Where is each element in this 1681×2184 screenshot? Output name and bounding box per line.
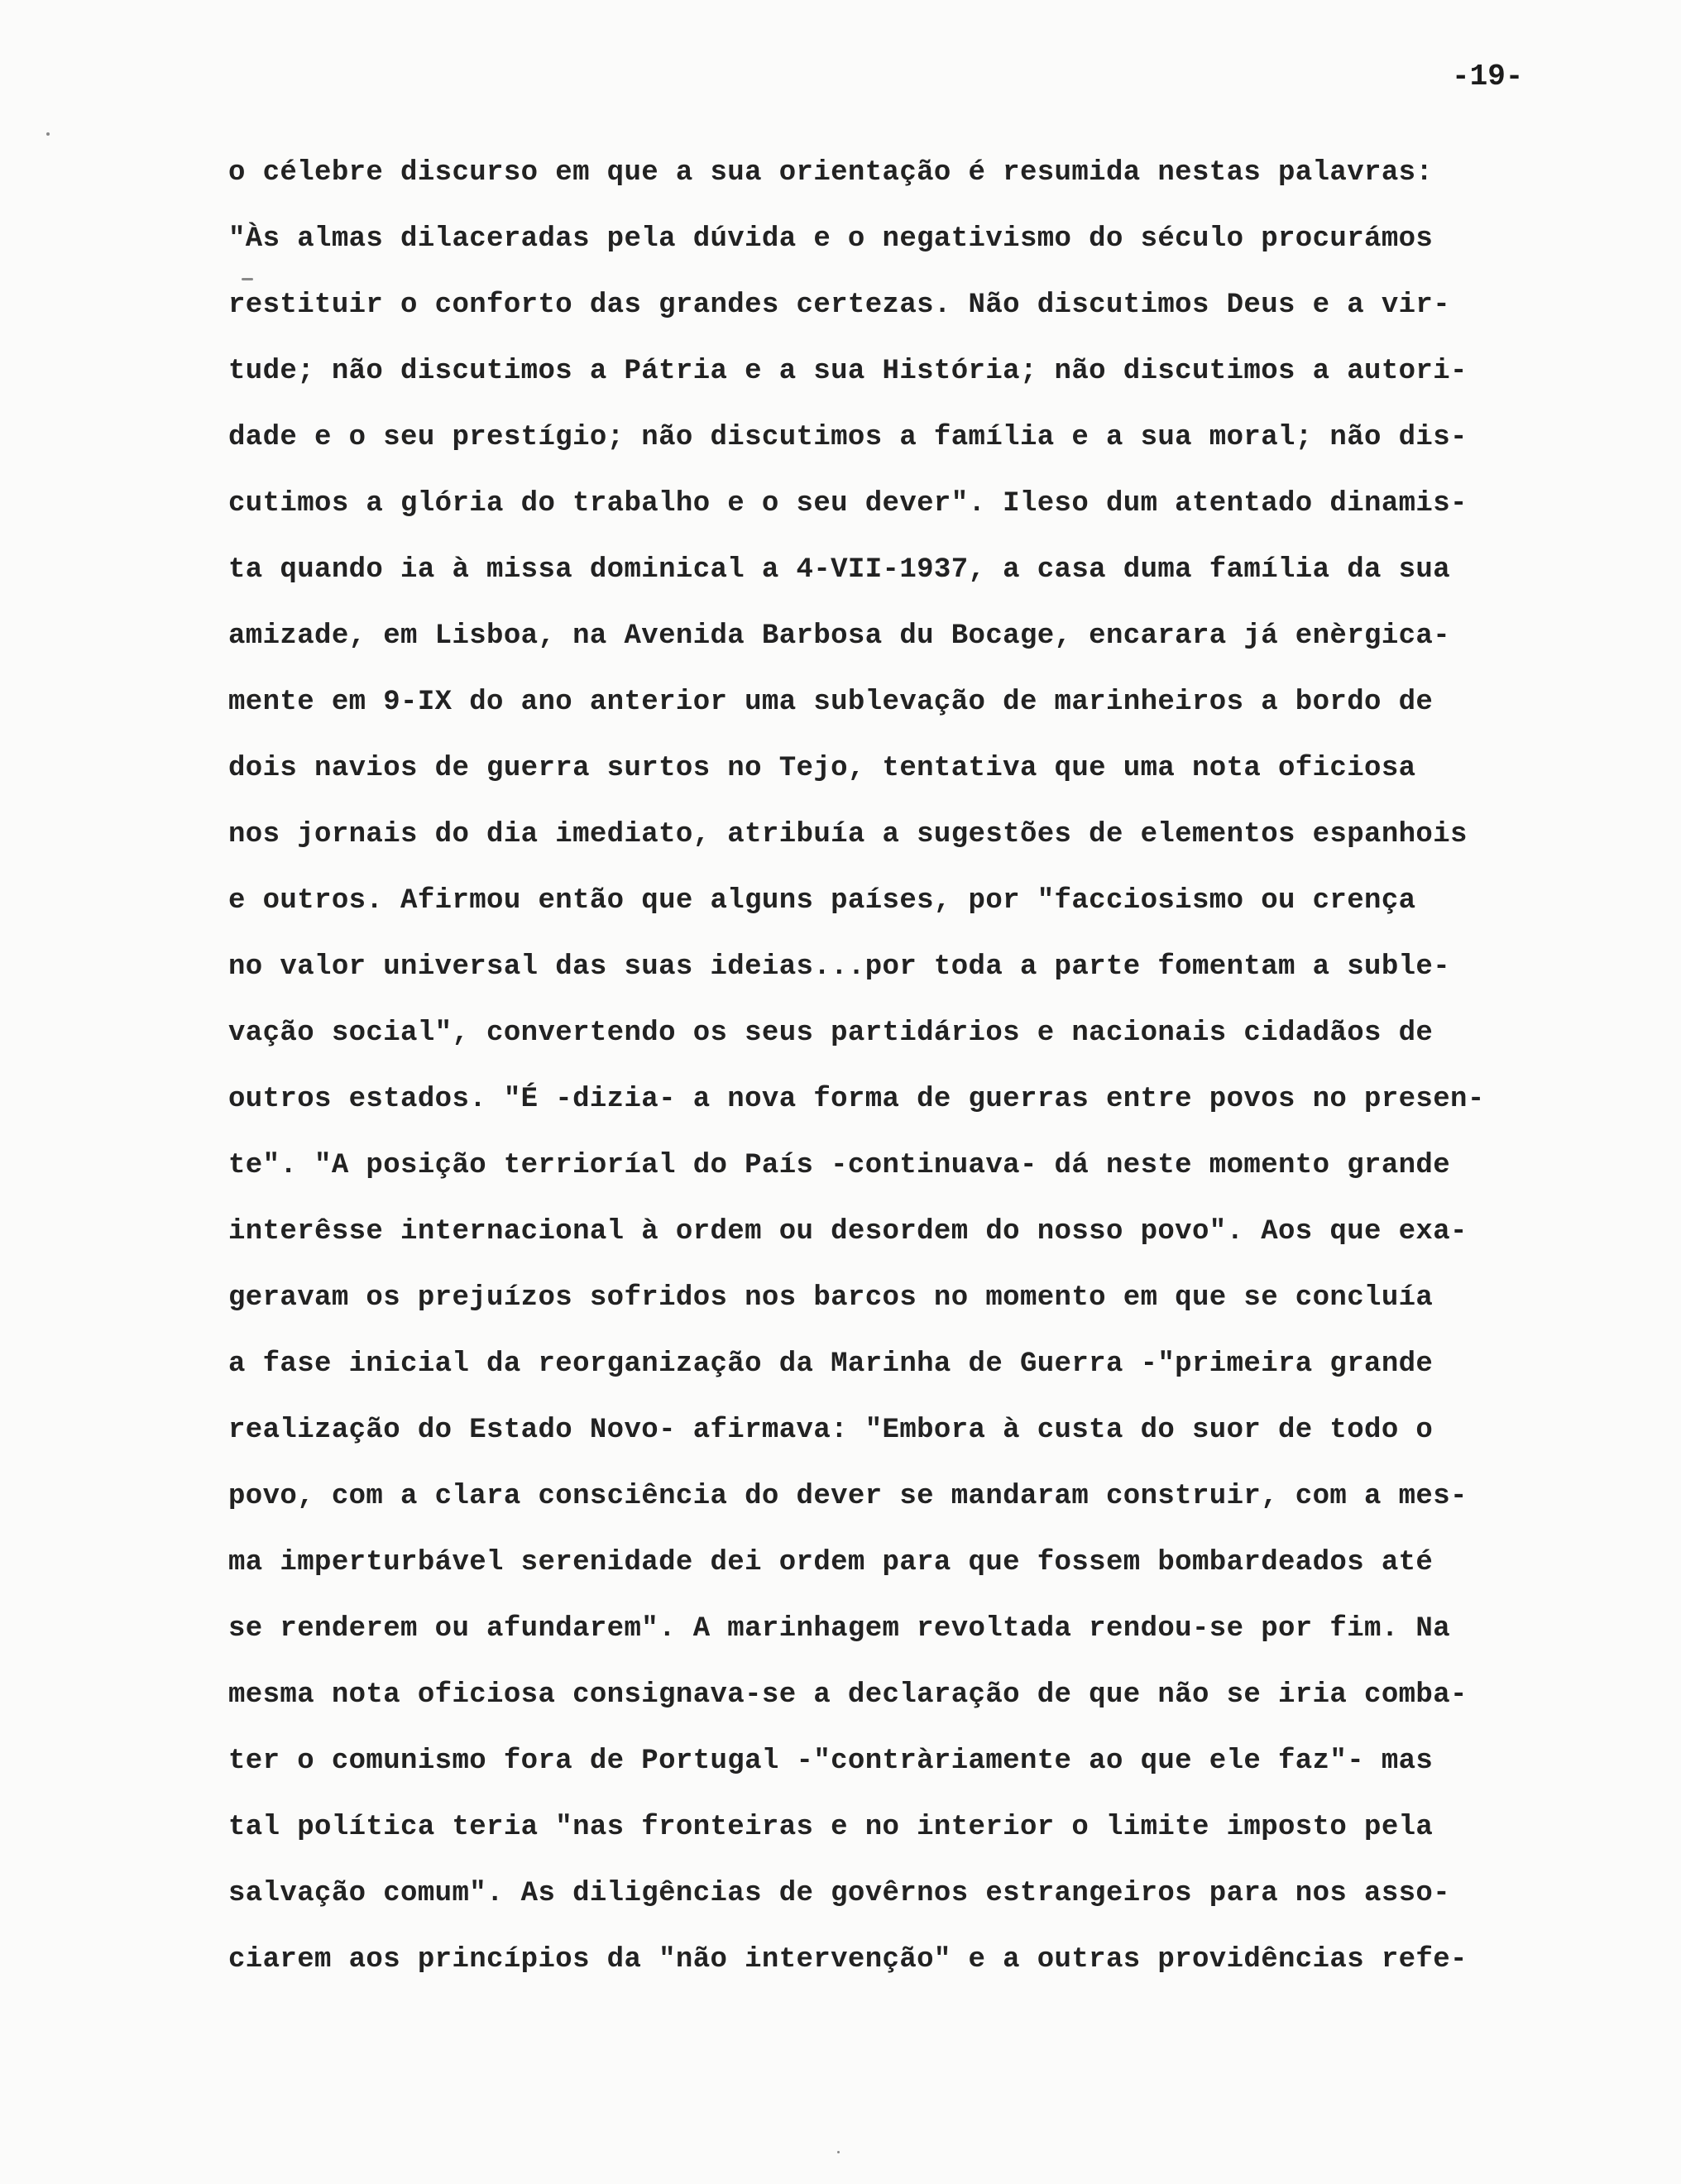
page-number: -19- bbox=[1452, 60, 1524, 93]
text-line: salvação comum". As diligências de govêrnos estrangeiros para nos asso- bbox=[228, 1878, 1451, 1909]
text-line: amizade, em Lisboa, na Avenida Barbosa du Bocage, encarara já enèrgica- bbox=[228, 620, 1451, 652]
text-line: ter o comunismo fora de Portugal -"contràriamente ao que ele faz"- mas bbox=[228, 1746, 1434, 1777]
scan-speck bbox=[46, 132, 50, 136]
text-line: no valor universal das suas ideias...por toda a parte fomentam a suble- bbox=[228, 951, 1451, 983]
scan-speck bbox=[837, 2151, 840, 2153]
text-line: o célebre discurso em que a sua orientação é resumida nestas palavras: bbox=[228, 157, 1434, 189]
text-line: tal política teria "nas fronteiras e no interior o limite imposto pela bbox=[228, 1812, 1434, 1843]
text-line: dois navios de guerra surtos no Tejo, tentativa que uma nota oficiosa bbox=[228, 753, 1416, 784]
text-line: tude; não discutimos a Pátria e a sua História; não discutimos a autori- bbox=[228, 356, 1468, 387]
text-line: se renderem ou afundarem". A marinhagem revoltada rendou-se por fim. Na bbox=[228, 1613, 1451, 1645]
text-line: restituir o conforto das grandes certezas. Não discutimos Deus e a vir- bbox=[228, 290, 1451, 321]
text-line: realização do Estado Novo- afirmava: "Embora à custa do suor de todo o bbox=[228, 1415, 1434, 1446]
text-line: interêsse internacional à ordem ou desordem do nosso povo". Aos que exa- bbox=[228, 1216, 1468, 1248]
text-line: nos jornais do dia imediato, atribuía a sugestões de elementos espanhois bbox=[228, 819, 1468, 850]
text-line: ta quando ia à missa dominical a 4-VII-1937, a casa duma família da sua bbox=[228, 554, 1451, 586]
text-line: vação social", convertendo os seus partidários e nacionais cidadãos de bbox=[228, 1018, 1434, 1049]
text-line: ciarem aos princípios da "não intervenção" e a outras providências refe- bbox=[228, 1944, 1468, 1976]
text-line: mesma nota oficiosa consignava-se a declaração de que não se iria comba- bbox=[228, 1679, 1468, 1711]
text-line: a fase inicial da reorganização da Marinha de Guerra -"primeira grande bbox=[228, 1348, 1434, 1380]
text-line: dade e o seu prestígio; não discutimos a família e a sua moral; não dis- bbox=[228, 422, 1468, 453]
text-line: "Às almas dilaceradas pela dúvida e o negativismo do século procurámos bbox=[228, 223, 1434, 255]
text-line: cutimos a glória do trabalho e o seu dever". Ileso dum atentado dinamis- bbox=[228, 488, 1468, 520]
text-line: povo, com a clara consciência do dever se mandaram construir, com a mes- bbox=[228, 1481, 1468, 1512]
text-line: ma imperturbável serenidade dei ordem para que fossem bombardeados até bbox=[228, 1547, 1434, 1578]
scan-speck bbox=[242, 278, 253, 280]
text-line: te". "A posição terrioríal do País -continuava- dá neste momento grande bbox=[228, 1150, 1451, 1181]
text-line: mente em 9-IX do ano anterior uma sublevação de marinheiros a bordo de bbox=[228, 687, 1434, 718]
text-line: outros estados. "É -dizia- a nova forma de guerras entre povos no presen- bbox=[228, 1084, 1485, 1115]
text-line: geravam os prejuízos sofridos nos barcos no momento em que se concluía bbox=[228, 1282, 1434, 1314]
text-line: e outros. Afirmou então que alguns países, por "facciosismo ou crença bbox=[228, 885, 1416, 917]
